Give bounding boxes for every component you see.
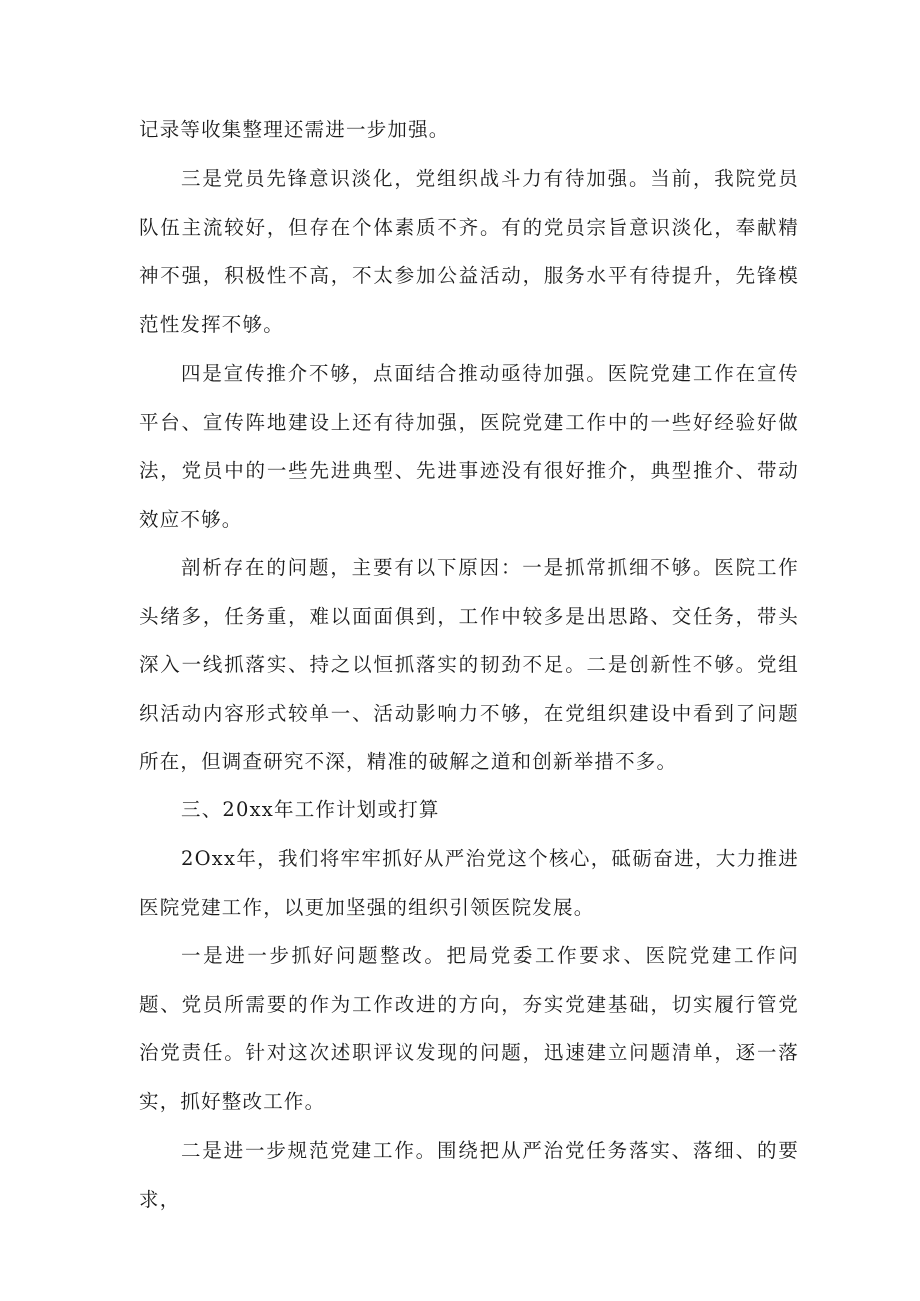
paragraph-cause-analysis: 剖析存在的问题，主要有以下原因：一是抓常抓细不够。医院工作头绪多，任务重，难以面面俱到，工作中较多是出思路、交任务，带头深入一线抓落实、持之以恒抓落实的韧劲不足。二是创新性不够。党组织活动内容形式较单一、活动影响力不够，在党组织建设中看到了问题所在，但调查研究不深，精准的破解之道和创新举措不多。 [139,556,799,773]
section-heading-work-plan: 三、20xx年工作计划或打算 [181,798,440,821]
paragraph-continuation: 记录等收集整理还需进一步加强。 [139,118,450,141]
paragraph-plan-one: 一是进一步抓好问题整改。把局党委工作要求、医院党建工作问题、党员所需要的作为工作改进的方向，夯实党建基础，切实履行管党治党责任。针对这次述职评议发现的问题，迅速建立问题清单，逐一落实，抓好整改工作。 [139,944,799,1113]
paragraph-plan-intro: 2Oxx年，我们将牢牢抓好从严治党这个核心，砥砺奋进，大力推进医院党建工作，以更加坚强的组织引领医院发展。 [139,847,799,919]
paragraph-point-three: 三是党员先锋意识淡化，党组织战斗力有待加强。当前，我院党员队伍主流较好，但存在个体素质不齐。有的党员宗旨意识淡化，奉献精神不强，积极性不高，不太参加公益活动，服务水平有待提升，先锋模范性发挥不够。 [139,167,799,336]
paragraph-plan-two: 二是进一步规范党建工作。围绕把从严治党任务落实、落细、的要求， [139,1139,799,1211]
paragraph-point-four: 四是宣传推介不够，点面结合推动亟待加强。医院党建工作在宣传平台、宣传阵地建设上还有待加强，医院党建工作中的一些好经验好做法，党员中的一些先进典型、先进事迹没有很好推介，典型推介、带动效应不够。 [139,362,799,531]
